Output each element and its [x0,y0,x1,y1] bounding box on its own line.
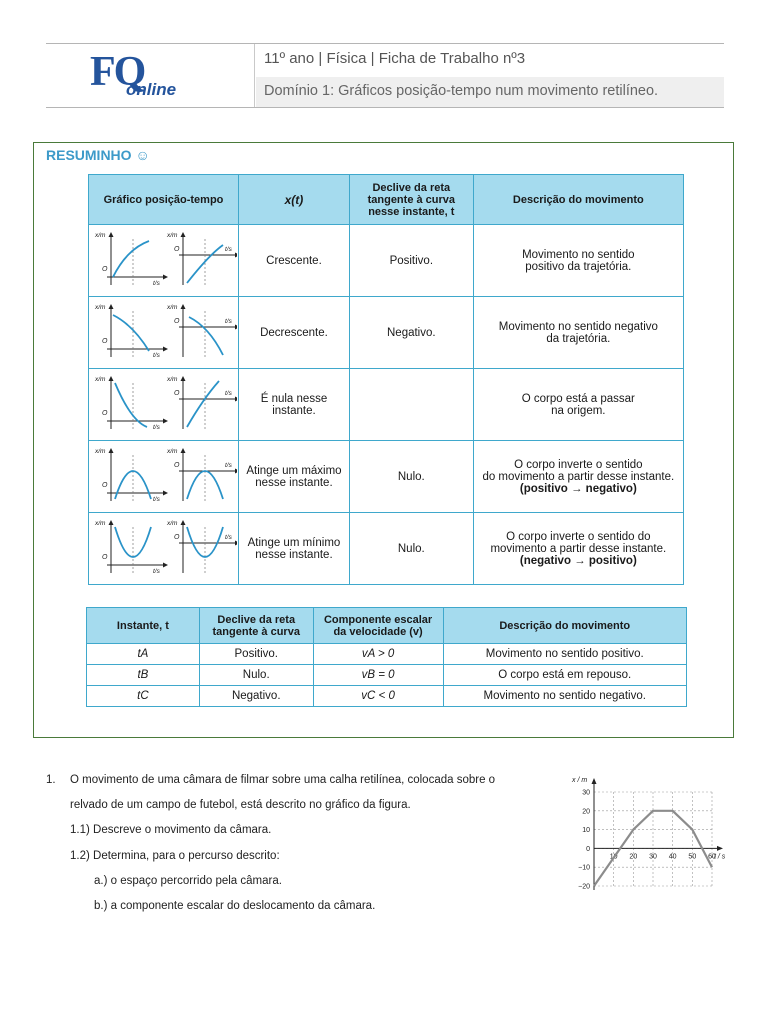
graph-crossing-origin [89,369,237,437]
x-axis-arrow [163,347,168,352]
origin-label: O [102,338,108,345]
origin-label: O [102,410,108,417]
x-axis-arrow [235,253,237,258]
desc-cell: Movimento no sentido negativo da trajetória. [473,297,683,369]
origin-label: O [174,246,180,253]
origin-label: O [174,390,180,397]
position-curve [189,317,223,355]
table-row [89,513,684,585]
t-axis-label: t/s [153,496,161,503]
y-tick-label: −10 [578,864,590,872]
position-time-chart [560,770,736,902]
x-axis-label: x/m [95,232,106,239]
origin-label: O [174,534,180,541]
x-axis-arrow [235,325,237,330]
x-tick-label: 40 [668,853,677,861]
t-axis-label: t/s [225,318,233,325]
t-axis-label: t/s [153,424,161,431]
summary-title: RESUMINHO ☺ [46,147,150,163]
x-axis-label: x/m [167,376,178,383]
logo [90,49,220,104]
origin-label: O [174,462,180,469]
question-text-1: O movimento de uma câmara de filmar sobre uma calha retilínea, colocada sobre o [70,774,496,786]
x-axis-label: x/m [95,376,106,383]
y-tick-label: 20 [582,808,590,816]
x-axis-label: t / s [714,853,726,861]
y-tick-label: 0 [586,845,590,853]
t-axis-label: t/s [225,534,233,541]
origin-label: O [174,318,180,325]
xt-cell: Decrescente. [238,297,349,369]
col-header-desc: Descrição do movimento [443,608,687,644]
graph-cell [89,297,239,369]
instant-cell: tA [87,644,200,665]
header-course: 11º ano | Física | Ficha de Trabalho nº3 [264,50,526,67]
xt-cell: Crescente. [238,225,349,297]
desc-cell: O corpo inverte o sentido do movimento a partir desse instante. (negativo → positivo) [473,513,683,585]
desc-cell: O corpo está em repouso. [443,665,687,686]
x-axis-arrow [235,397,237,402]
x-axis-label: x/m [167,232,178,239]
table-row [87,686,687,707]
slope-cell: Nulo. [349,441,473,513]
x-axis-label: x/m [167,520,178,527]
desc-cell: O corpo está a passar na origem. [473,369,683,441]
graph-cell [89,369,239,441]
t-axis-label: t/s [225,246,233,253]
graph-decreasing [89,297,237,365]
velocity-cell: vB = 0 [313,665,443,686]
y-axis-arrow [592,778,597,784]
y-tick-label: 30 [582,789,590,797]
table-row [89,297,684,369]
x-axis-arrow [235,541,237,546]
col-header-slope: Declive da reta tangente à curva nesse instante, t [349,175,473,225]
col-header-instant: Instante, t [87,608,200,644]
y-tick-label: −20 [578,883,590,891]
desc-cell: Movimento no sentido positivo da trajetória. [473,225,683,297]
y-tick-label: 10 [582,827,590,835]
x-axis-arrow [163,563,168,568]
xt-cell: Atinge um mínimo nesse instante. [238,513,349,585]
slope-cell: Negativo. [349,297,473,369]
y-axis-arrow [109,376,114,381]
question-1-2: 1.2) Determina, para o percurso descrito: [70,850,280,862]
table-row [89,369,684,441]
question-text-2: relvado de um campo de futebol, está descrito no gráfico da figura. [70,799,411,811]
graph-minimum [89,513,237,581]
slope-cell [349,369,473,441]
position-curve [113,241,149,277]
x-axis-arrow [163,275,168,280]
question-1-2-b: b.) a componente escalar do deslocamento da câmara. [94,900,376,912]
instant-cell: tB [87,665,200,686]
origin-label: O [102,554,108,561]
y-axis-arrow [109,520,114,525]
y-axis-label: x / m [572,777,588,784]
logo-main: FQ [90,49,145,95]
x-axis-arrow [235,469,237,474]
x-tick-label: 10 [609,853,618,861]
slope-cell: Nulo. [349,513,473,585]
summary-table-instants [86,607,687,707]
position-curve [115,383,147,427]
instant-cell: tC [87,686,200,707]
slope-cell: Positivo. [199,644,313,665]
logo-sub: online [126,80,177,99]
header-top-rule [46,43,724,44]
header-divider [254,44,255,107]
y-axis-arrow [181,304,186,309]
y-axis-arrow [109,448,114,453]
table-row [89,441,684,513]
xt-cell: É nula nesse instante. [238,369,349,441]
graph-maximum [89,441,237,509]
slope-cell: Negativo. [199,686,313,707]
y-axis-arrow [109,232,114,237]
velocity-cell: vA > 0 [313,644,443,665]
xt-cell: Atinge um máximo nesse instante. [238,441,349,513]
col-header-desc: Descrição do movimento [473,175,683,225]
x-tick-label: 60 [708,853,716,861]
desc-cell: Movimento no sentido positivo. [443,644,687,665]
header-bottom-rule [46,107,724,108]
graph-cell [89,441,239,513]
table-header-row [87,608,687,644]
desc-cell: Movimento no sentido negativo. [443,686,687,707]
y-axis-arrow [181,232,186,237]
origin-label: O [102,482,108,489]
col-header-velocity: Componente escalar da velocidade (v) [313,608,443,644]
x-tick-label: 30 [649,853,657,861]
x-axis-label: x/m [167,304,178,311]
position-curve [113,315,149,351]
t-axis-label: t/s [225,390,233,397]
desc-cell: O corpo inverte o sentido do movimento a partir desse instante. (positivo → negativo) [473,441,683,513]
table-row [89,225,684,297]
velocity-cell: vC < 0 [313,686,443,707]
x-tick-label: 50 [688,853,697,861]
graph-increasing [89,225,237,293]
t-axis-label: t/s [153,352,161,359]
x-axis-arrow [163,419,168,424]
origin-label: O [102,266,108,273]
y-axis-arrow [181,520,186,525]
table-row [87,644,687,665]
y-axis-arrow [181,376,186,381]
t-axis-label: t/s [153,568,161,575]
table-row [87,665,687,686]
x-tick-label: 20 [629,853,638,861]
position-curve [187,381,219,427]
slope-cell: Positivo. [349,225,473,297]
col-header-graph: Gráfico posição-tempo [89,175,239,225]
t-axis-label: t/s [153,280,161,287]
x-axis-label: x/m [95,304,106,311]
y-axis-arrow [109,304,114,309]
question-number: 1. [46,774,56,786]
t-axis-label: t/s [225,462,233,469]
x-axis-label: x/m [167,448,178,455]
question-1-1: 1.1) Descreve o movimento da câmara. [70,824,272,836]
x-axis-arrow [163,491,168,496]
col-header-slope: Declive da reta tangente à curva [199,608,313,644]
summary-table-graphs [88,174,684,585]
slope-cell: Nulo. [199,665,313,686]
x-axis-label: x/m [95,520,106,527]
header-domain: Domínio 1: Gráficos posição-tempo num movimento retilíneo. [264,83,659,99]
graph-cell [89,225,239,297]
y-axis-arrow [181,448,186,453]
question-1-2-a: a.) o espaço percorrido pela câmara. [94,875,282,887]
x-axis-label: x/m [95,448,106,455]
x-axis-arrow [717,846,723,851]
graph-cell [89,513,239,585]
col-header-xt: x(t) [238,175,349,225]
table-header-row [89,175,684,225]
